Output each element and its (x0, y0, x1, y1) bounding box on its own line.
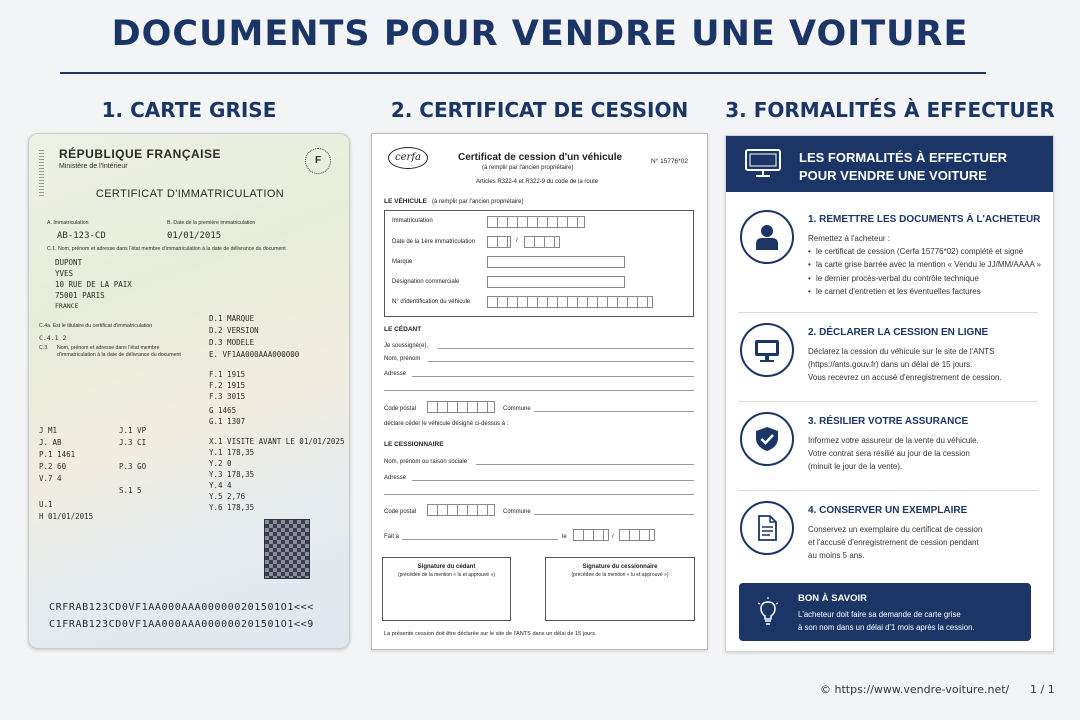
section-cessionnaire: LE CESSIONNAIRE (384, 441, 444, 448)
monitor-icon (754, 337, 780, 363)
formalites-header-title (799, 149, 1007, 184)
le-label: le (562, 534, 567, 540)
page-number: 1 / 1 (1030, 683, 1055, 696)
designation-field (487, 276, 625, 288)
field-c4a-label: C.4a. Est le titulaire du certificat d'immatriculation (39, 323, 153, 329)
sig-cess-title: Signature du cessionnaire (582, 564, 658, 570)
bon-title: BON À SAVOIR (798, 593, 867, 604)
nom-raison-label: Nom, prénom ou raison sociale (384, 459, 468, 465)
field-c1-label: C.1. Nom, prénom et adresse dans l'état membre d'immatriculation à la date de délivrance du document (47, 246, 286, 252)
field-e: E. VF1AA000AAA000000 (209, 350, 300, 359)
step-title: 3. RÉSILIER VOTRE ASSURANCE (808, 416, 969, 427)
eu-flag-icon: F (305, 148, 331, 174)
formalites-header (726, 136, 1054, 192)
step-body (808, 232, 1041, 298)
mrz-line: CRFRAB123CD0VF1AA000AAA000000201501O1<<< (49, 602, 314, 613)
step-bullet: • le dernier procès-verbal du contrôle technique (808, 272, 1041, 285)
adresse2-label: Adresse (384, 475, 407, 481)
field-d2: D.2 VERSION (209, 326, 259, 335)
nom-prenom-label: Nom, prénom (384, 356, 421, 362)
field-j-dot: J. AB (39, 438, 62, 447)
date-boxes (619, 529, 655, 541)
cerfa-subtitle: (à remplir par l'ancien propriétaire) (482, 165, 574, 171)
field-j1: J.1 VP (119, 426, 147, 435)
step-intro: Remettez à l'acheteur : (808, 234, 891, 243)
cerfa-logo: cerfa (388, 147, 428, 169)
date-immat-label: Date de la 1ère immatriculation (392, 239, 476, 245)
adresse-label: Adresse (384, 371, 407, 377)
step-divider (738, 312, 1038, 313)
step-line: (minuit le jour de la vente). (808, 462, 903, 472)
code-postal2-label: Code postal (384, 509, 417, 515)
column-heading-certificat: 2. CERTIFICAT DE CESSION (390, 98, 689, 122)
date-slash: / (516, 238, 518, 244)
lightbulb-icon (757, 597, 779, 627)
bon-body (798, 609, 975, 635)
field-c41: C.4.1 2 (39, 334, 67, 342)
cerfa-articles: Articles R322-4 et R322-9 du code de la route (476, 179, 599, 185)
field-f1: F.1 1915 (209, 370, 246, 379)
field-c3-text: d'immatriculation à la date de délivrance du document (57, 352, 181, 358)
step-line: (https://ants.gouv.fr) dans un délai de 15 jours. (808, 360, 973, 370)
carte-grise-document (28, 133, 350, 649)
step-bullet: • le certificat de cession (Cerfa 15776*02) complété et signé (808, 245, 1041, 258)
step-line: au moins 5 ans. (808, 551, 865, 561)
page-title: DOCUMENTS POUR VENDRE UNE VOITURE (111, 14, 969, 54)
form-line (476, 464, 694, 465)
form-line (402, 539, 558, 540)
bon-line: à son nom dans un délai d'1 mois après la cession. (798, 622, 975, 632)
field-c3-text: Nom, prénom et adresse dans l'état membre (57, 345, 160, 351)
header-line: LES FORMALITÉS À EFFECTUER (799, 150, 1007, 165)
step-body (808, 523, 982, 563)
sig-cedant-title: Signature du cédant (417, 564, 476, 570)
field-y5: Y.5 2,76 (209, 492, 246, 501)
vin-label: N° d'identification du véhicule (392, 299, 471, 305)
date-boxes (524, 236, 560, 248)
field-u1: U.1 (39, 500, 53, 509)
bon-a-savoir-box (739, 583, 1031, 641)
field-y1: Y.1 178,35 (209, 448, 255, 457)
title-divider (60, 72, 986, 74)
vin-boxes (487, 296, 653, 308)
ministry-label: Ministère de l'Intérieur (59, 163, 128, 170)
section-vehicule: LE VÉHICULE (384, 198, 427, 205)
form-line (412, 376, 694, 377)
owner-line: YVES (55, 269, 74, 278)
field-j: J M1 (39, 426, 58, 435)
step-icon-circle (740, 210, 794, 264)
step-bullet: • la carte grise barrée avec la mention « Vendu le JJ/MM/AAAA » (808, 258, 1041, 271)
owner-line: FRANCE (55, 302, 79, 310)
plate-number: AB-123-CD (57, 231, 106, 241)
step-line: Votre contrat sera résilié au jour de la cession (808, 449, 970, 459)
designation-label: Désignation commerciale (392, 279, 460, 285)
step-line: Déclarez la cession du véhicule sur le site de l'ANTS (808, 347, 995, 356)
field-a-label: A. Immatriculation (47, 220, 89, 226)
sig-cess-sub: (précédée de la mention « lu et approuvé ») (571, 572, 669, 578)
field-y2: Y.2 0 (209, 459, 232, 468)
immat-boxes (487, 216, 585, 228)
step-line: Vous recevrez un accusé d'enregistrement de cession. (808, 373, 1002, 383)
field-d3: D.3 MODELE (209, 338, 255, 347)
field-c3-label: C.3. (39, 345, 49, 351)
person-icon (754, 224, 780, 250)
field-g1: G.1 1307 (209, 417, 246, 426)
field-f3: F.3 3015 (209, 392, 246, 401)
postal-boxes (427, 504, 495, 516)
certificate-title: CERTIFICAT D'IMMATRICULATION (95, 188, 285, 200)
header-line: POUR VENDRE UNE VOITURE (799, 167, 987, 183)
security-hologram (264, 519, 310, 579)
commune-label: Commune (503, 406, 531, 412)
mrz-line: C1FRAB123CD0VF1AA000AAA000000201501O1<<9 (49, 619, 314, 630)
field-f2: F.2 1915 (209, 381, 246, 390)
cerfa-number: N° 15776*02 (651, 158, 688, 165)
field-g: G 1465 (209, 406, 237, 415)
date-boxes (573, 529, 609, 541)
step-line: et l'accusé d'enregistrement de cession pendant (808, 538, 979, 548)
step-body (808, 345, 1002, 385)
cerfa-footer: La présente cession doit être déclarée sur le site de l'ANTS dans un délai de 15 jours. (384, 631, 597, 637)
field-y4: Y.4 4 (209, 481, 232, 490)
field-s1: S.1 5 (119, 486, 142, 495)
step-icon-circle (740, 501, 794, 555)
form-line (534, 411, 694, 412)
declare-text: déclare céder le véhicule désigné ci-dessus à : (384, 421, 509, 427)
step-title: 2. DÉCLARER LA CESSION EN LIGNE (808, 327, 989, 338)
owner-line: DUPONT (55, 258, 83, 267)
step-body (808, 434, 979, 474)
cerfa-title: Certificat de cession d'un véhicule (458, 152, 623, 163)
step-line: Informez votre assureur de la vente du véhicule. (808, 436, 979, 445)
field-b-label: B. Date de la première immatriculation (167, 220, 256, 226)
first-registration-date: 01/01/2015 (167, 231, 222, 241)
field-d1: D.1 MARQUE (209, 314, 255, 323)
form-line (438, 348, 694, 349)
marque-field (487, 256, 625, 268)
commune2-label: Commune (503, 509, 531, 515)
field-x1: X.1 VISITE AVANT LE 01/01/2025 (209, 437, 345, 446)
column-heading-carte-grise: 1. CARTE GRISE (101, 98, 277, 122)
field-p3: P.3 GO (119, 462, 147, 471)
date-boxes (487, 236, 511, 248)
section-cedant: LE CÉDANT (384, 326, 422, 333)
form-line (384, 390, 694, 391)
form-line (428, 361, 694, 362)
fait-a-label: Fait à (384, 534, 400, 540)
republic-label: RÉPUBLIQUE FRANÇAISE (59, 147, 222, 161)
form-line (534, 514, 694, 515)
soussigne-label: Je soussigné(e), (384, 343, 429, 349)
date-slash: / (612, 534, 614, 540)
document-icon (754, 515, 780, 541)
owner-line: 10 RUE DE LA PAIX (55, 280, 132, 289)
field-h: H 01/01/2015 (39, 512, 94, 521)
field-y6: Y.6 178,35 (209, 503, 255, 512)
field-y3: Y.3 178,35 (209, 470, 255, 479)
certificat-cession-document (371, 133, 708, 650)
field-p2: P.2 60 (39, 462, 67, 471)
monitor-icon (744, 148, 782, 178)
column-heading-formalites: 3. FORMALITÉS À EFFECTUER (725, 98, 1055, 122)
step-divider (738, 401, 1038, 402)
shield-check-icon (754, 426, 780, 452)
step-icon-circle (740, 323, 794, 377)
bon-line: L'acheteur doit faire sa demande de carte grise (798, 610, 961, 619)
form-line (412, 480, 694, 481)
formalites-panel (725, 135, 1054, 652)
step-title: 4. CONSERVER UN EXEMPLAIRE (808, 505, 968, 516)
owner-line: 75001 PARIS (55, 291, 105, 300)
step-bullet: • le carnet d'entretien et les éventuelles factures (808, 285, 1041, 298)
sig-cedant-sub: (précédée de la mention « lu et approuvé ») (397, 572, 495, 578)
form-line (384, 494, 694, 495)
field-v7: V.7 4 (39, 474, 62, 483)
field-p1: P.1 1461 (39, 450, 76, 459)
field-j3: J.3 CI (119, 438, 147, 447)
step-icon-circle (740, 412, 794, 466)
step-title: 1. REMETTRE LES DOCUMENTS À L'ACHETEUR (808, 214, 1041, 225)
step-divider (738, 490, 1038, 491)
postal-boxes (427, 401, 495, 413)
section-vehicule-sub: (à remplir par l'ancien propriétaire) (432, 199, 524, 205)
footer-url[interactable]: © https://www.vendre-voiture.net/ (820, 683, 1010, 696)
code-postal-label: Code postal (384, 406, 417, 412)
immat-label: Immatriculation (392, 218, 433, 224)
marque-label: Marque (392, 259, 413, 265)
step-line: Conservez un exemplaire du certificat de cession (808, 525, 983, 534)
